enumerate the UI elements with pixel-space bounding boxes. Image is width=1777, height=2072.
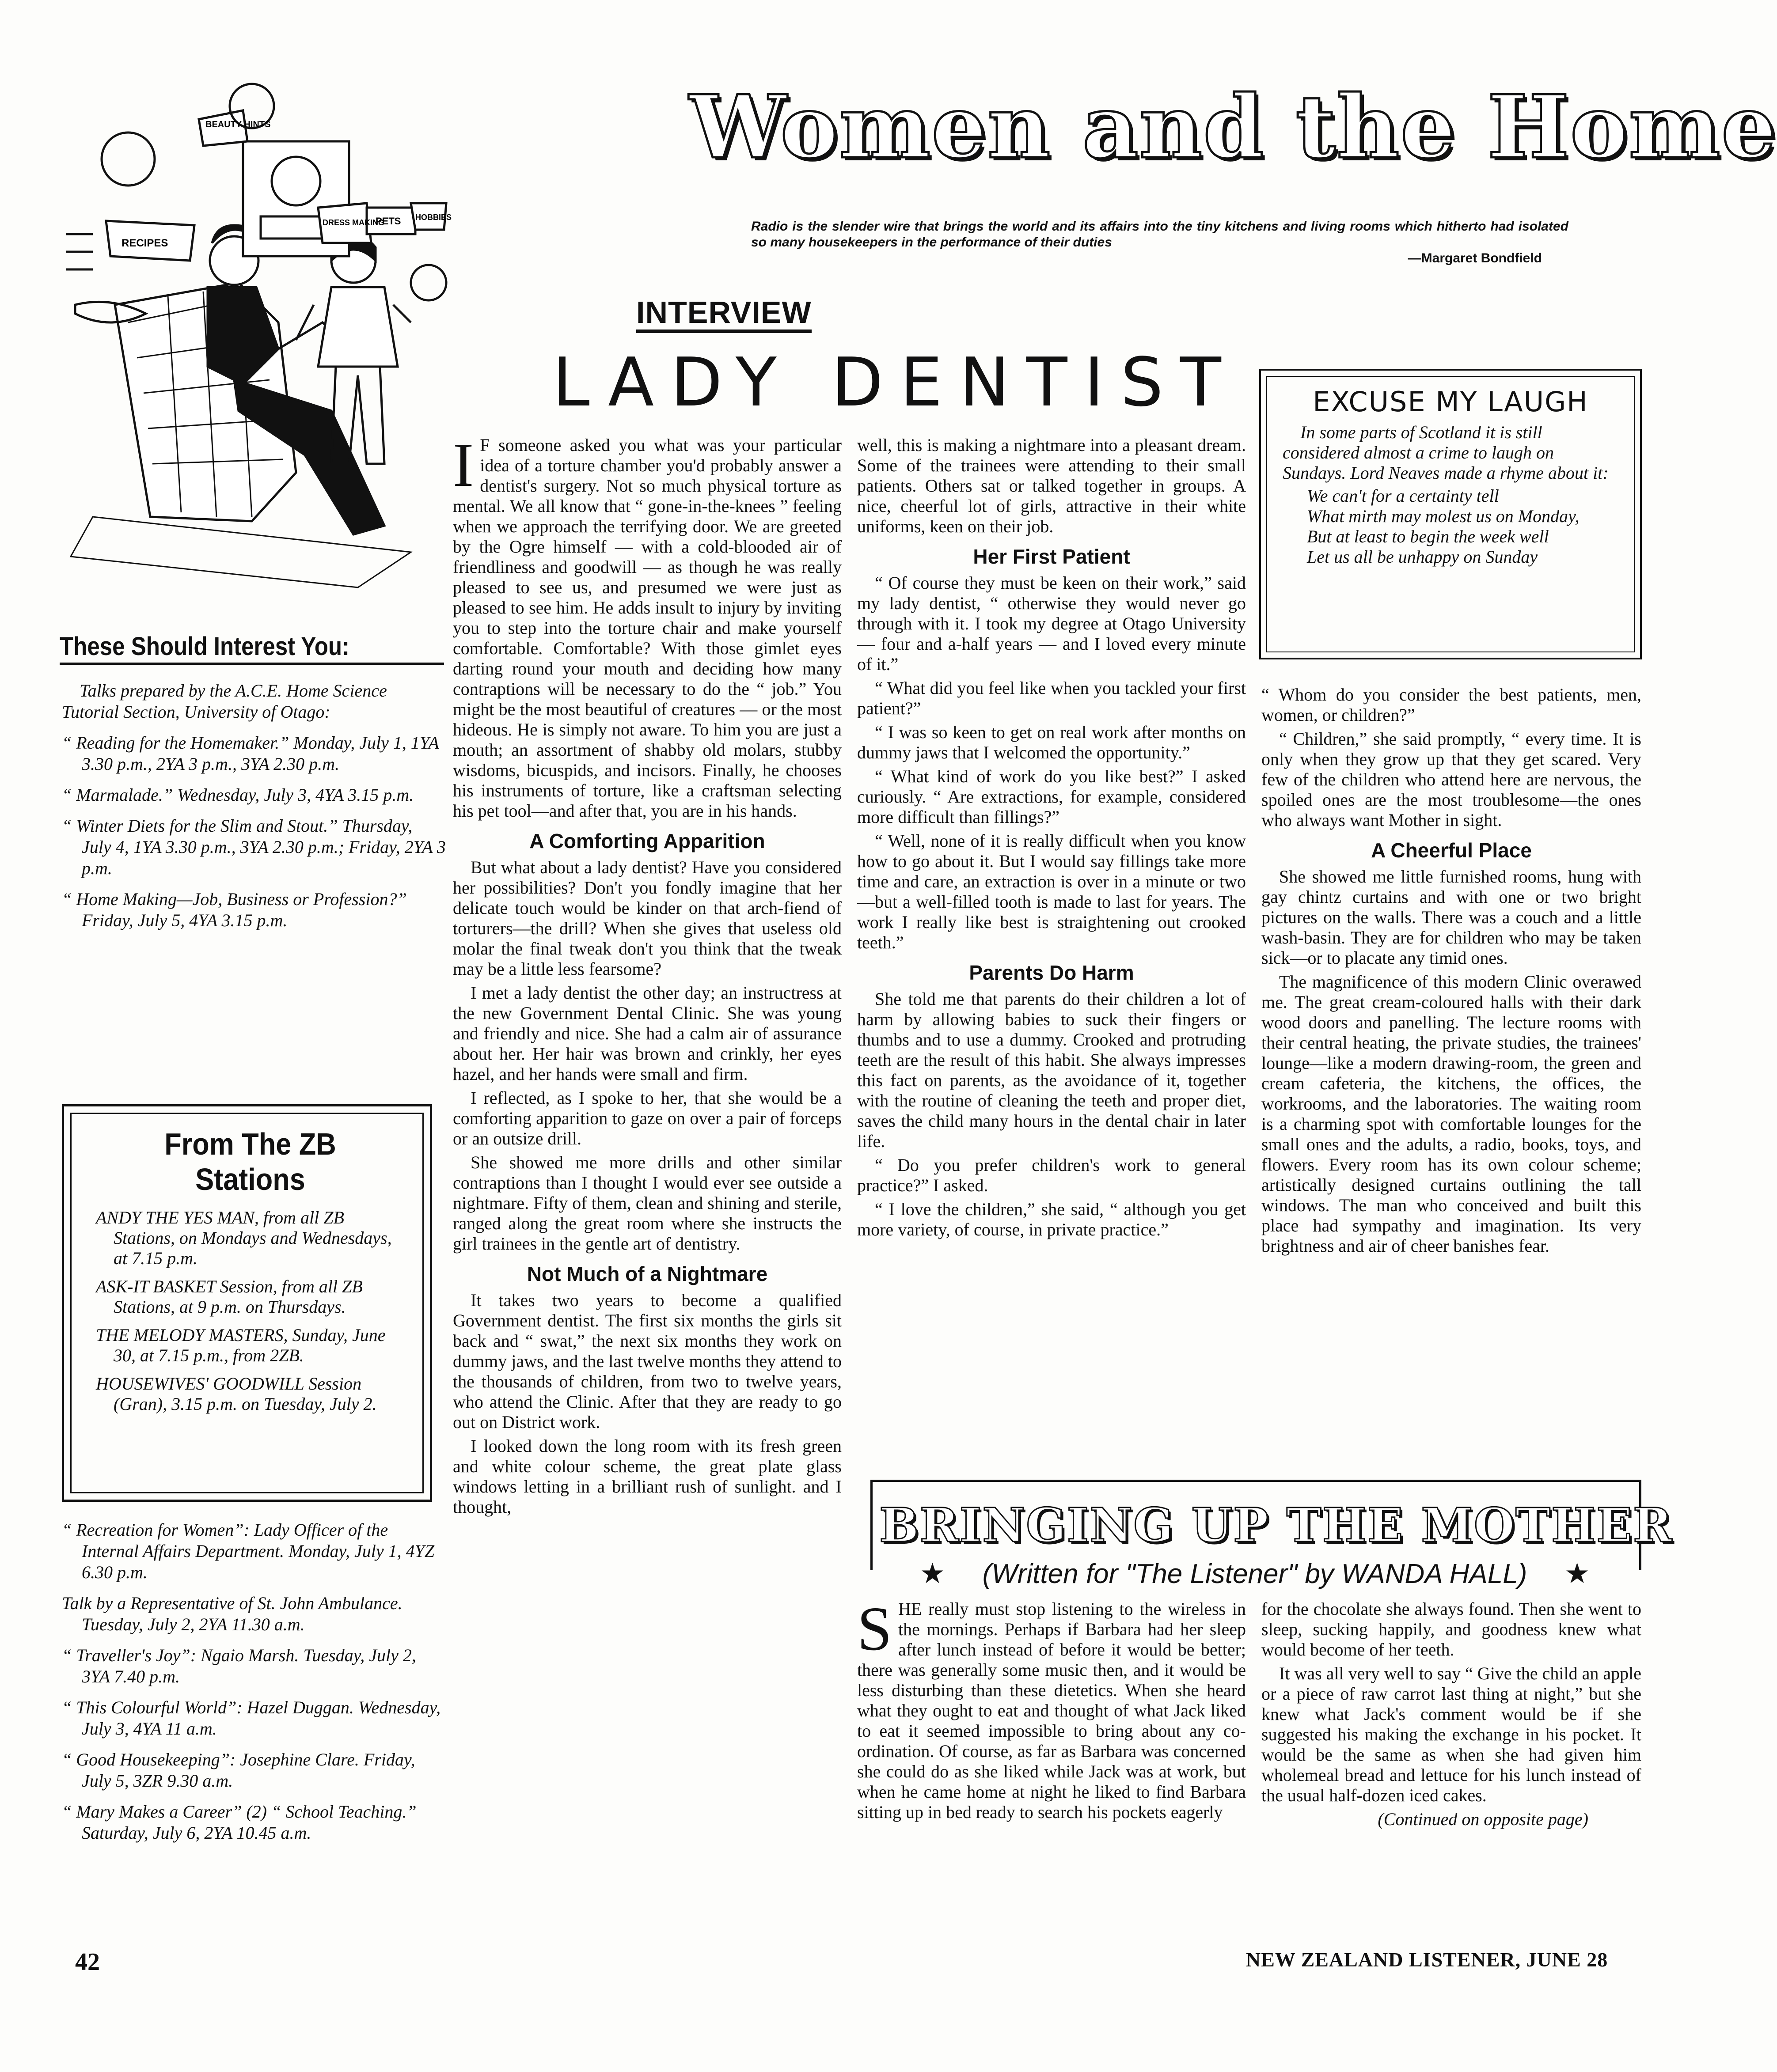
list-item: THE MELODY MASTERS, Sunday, June 30, at 7.15 p.m., from 2ZB. (96, 1325, 386, 1365)
story-dropcap: S (857, 1594, 892, 1663)
article-paragraph: well, this is making a nightmare into a pleasant dream. Some of the trainees were attending to their small patients. Others sat or talked together in groups. A nice, cheerful lot of girls, attractive in their white uniforms, keen on their job. (857, 435, 1246, 536)
subhead-comforting-apparition: A Comforting Apparition (529, 830, 765, 852)
subhead-a-cheerful-place: A Cheerful Place (1371, 839, 1532, 862)
masthead-quote (751, 219, 1568, 266)
excuse-box-verse (1283, 486, 1618, 567)
list-item: ANDY THE YES MAN, from all ZB Stations, on Mondays and Wednesdays, at 7.15 p.m. (96, 1208, 392, 1268)
subhead-parents-do-harm: Parents Do Harm (969, 961, 1134, 984)
list-item: “ Reading for the Homemaker.” Monday, July 1, 1YA 3.30 p.m., 2YA 3 p.m., 3YA 2.30 p.m. (62, 733, 439, 774)
article-paragraph: I looked down the long room with its fresh green and white colour scheme, the great plate glass windows letting in a brilliant rush of sunlight. and I thought, (453, 1436, 842, 1517)
list-item: “ Home Making—Job, Business or Profession?” Friday, July 5, 4YA 3.15 p.m. (62, 889, 407, 930)
list-item: ASK-IT BASKET Session, from all ZB Stations, at 9 p.m. on Thursdays. (96, 1277, 363, 1317)
excuse-box-intro: In some parts of Scotland it is still considered almost a crime to laugh on Sundays. Lord Neaves made a rhyme about it: (1283, 422, 1609, 483)
excuse-my-laugh-box (1259, 369, 1642, 659)
article-paragraph: She told me that parents do their children a lot of harm by allowing babies to suck their fingers or thumbs and to use a dummy. Crooked and protruding teeth are the result of this habit. She always impresses this fact on parents, as the avoidance of it, together with the routine of cleaning the teeth and proper diet, saves the child many hours in the dental chair in later life. (857, 989, 1246, 1151)
publication-footer: NEW ZEALAND LISTENER, JUNE 28 (1246, 1948, 1608, 1971)
article-paragraph: “ I love the children,” she said, “ although you get more variety, of course, in private practice.” (857, 1199, 1246, 1239)
story-paragraph: HE really must stop listening to the wireless in the mornings. Perhaps if Barbara had her sleep after lunch instead of before it would be better; there was generally some music then, and it would be less disturbing than these dietetics. When she heard what they ought to eat and thought of what Jack liked to eat it seemed impossible to bring about any co-ordination. Of course, as far as Barbara was concerned she could do as she liked while Jack was at work, but when he came home at night he liked to find Barbara sitting up in bed ready to search his pockets eagerly (857, 1599, 1246, 1822)
article-paragraph: “ Do you prefer children's work to general practice?” I asked. (857, 1155, 1246, 1195)
illustration-label-dressmaking: DRESS MAKING (323, 218, 385, 227)
verse-line: What mirth may molest us on Monday, (1307, 506, 1580, 526)
star-icon: ★ (1564, 1557, 1590, 1589)
illustration-label-beauty: BEAUTY HINTS (205, 120, 271, 129)
subhead-her-first-patient: Her First Patient (973, 545, 1130, 568)
article-paragraph: “ What kind of work do you like best?” I asked curiously. “ Are extractions, for example, considered more difficult than fillings?” (857, 766, 1246, 827)
article-paragraph: She showed me more drills and other similar contraptions than I thought I would ever see outside a nightmare. Fifty of them, clean and shining and sterile, ranged along the great room where she instructs the girl trainees in the gentle art of dentistry. (453, 1152, 842, 1254)
interest-intro: Talks prepared by the A.C.E. Home Science Tutorial Section, University of Otago: (62, 681, 387, 722)
list-item: “ Winter Diets for the Slim and Stout.” Thursday, July 4, 1YA 3.30 p.m., 3YA 2.30 p.m.; Friday, 2YA 3 p.m. (62, 816, 446, 878)
article-dropcap: I (453, 430, 474, 500)
story-title: BRINGING UP THE MOTHER (879, 1497, 1673, 1553)
illustration-label-recipes: RECIPES (122, 237, 168, 249)
section-masthead-title: Women and the Home (689, 76, 1777, 178)
article-paragraph: “ What did you feel like when you tackled your first patient?” (857, 678, 1246, 718)
article-paragraph: I reflected, as I spoke to her, that she would be a comforting apparition to gaze on over a pair of forceps or an outsize drill. (453, 1088, 842, 1148)
zb-stations-box (62, 1104, 432, 1502)
article-paragraph: It takes two years to become a qualified Government dentist. The first six months the girls sit back and “ swat,” the next six months they work on dummy jaws, and the last twelve months they attend to the thousands of children, from two to twelve years, who attend the Clinic. After that they are ready to go out on District work. (453, 1290, 842, 1432)
list-item: “ Good Housekeeping”: Josephine Clare. Friday, July 5, 3ZR 9.30 a.m. (62, 1750, 415, 1791)
verse-line: We can't for a certainty tell (1307, 486, 1499, 506)
story-paragraph: for the chocolate she always found. Then she went to sleep, sucking happily, and goodness knew what would become of her teeth. (1261, 1599, 1641, 1659)
list-item: “ This Colourful World”: Hazel Duggan. Wednesday, July 3, 4YA 11 a.m. (62, 1697, 441, 1739)
article-paragraph: F someone asked you what was your particular idea of a torture chamber you'd probably answer a dentist's surgery. Not so much physical torture as mental. We all know that “ gone-in-the-knees ” feeling when we approach the terrifying door. We are greeted by the Ogre himself — with a cold-blooded air of friendliness and goodwill — as though he was really pleased to see us, and presumed we were just as pleased to see him. He adds insult to injury by inviting you to step into the torture chair and make yourself comfortable. Comfortable? With those gimlet eyes darting round your mouth and deciding how many contraptions will be necessary to do the “ job.” You might be the most beautiful of creatures — or the most hideous. He is simply not aware. To him you are just a mouth; an assortment of shabby old molars, stubby wisdoms, bicuspids, and incisors. Finally, he chooses his instruments of torture, like a craftsman selecting his pet tool—and after that, you are in his hands. (453, 435, 842, 821)
story-column-2 (1261, 1599, 1641, 1833)
verse-line: Let us all be unhappy on Sunday (1307, 547, 1538, 567)
verse-line: But at least to begin the week well (1307, 527, 1549, 546)
article-paragraph: “ Well, none of it is really difficult when you know how to go about it. But I would say fillings take more time and care, an extraction is over in a minute or two—but a well-filled tooth is made to last for years. The work I really like best is straightening out crooked teeth.” (857, 831, 1246, 952)
page-number: 42 (75, 1948, 100, 1976)
interview-kicker: INTERVIEW (636, 297, 812, 333)
quote-attribution: —Margaret Bondfield (1408, 251, 1542, 265)
subhead-not-much-of-a-nightmare: Not Much of a Nightmare (527, 1262, 768, 1285)
interest-list-continued (62, 1519, 446, 1853)
article-column-1 (453, 430, 842, 1521)
story-column-1 (857, 1594, 1246, 1826)
list-item: “ Recreation for Women”: Lady Officer of the Internal Affairs Department. Monday, July 1, 4YZ 6.30 p.m. (62, 1520, 435, 1582)
article-paragraph: The magnificence of this modern Clinic overawed me. The great cream-coloured halls with their dark wood doors and panelling. The lecture rooms with their central heating, the private studies, the trainees' lounge—like a modern drawing-room, the green and cream cafeteria, the kitchens, the offices, the workrooms, and the laboratories. The waiting room is a charming spot with comfortable lounges for the small ones and the adults, a radio, books, toys, and flowers. Every room has its own colour scheme; artistically designed curtains outlining the tall windows. The man who conceived and built this place had sympathy and imagination. Its very brightness and air of cheer banishes fear. (1261, 972, 1641, 1256)
article-column-3 (1261, 685, 1641, 1260)
article-paragraph: She showed me little furnished rooms, hung with gay chintz curtains and with one or two bright pictures on the walls. There was a couch and a little wash-basin. They are for children who may be taken sick—or to placate any timid ones. (1261, 867, 1641, 968)
article-paragraph: “ Whom do you consider the best patients, men, women, or children?” (1261, 685, 1641, 725)
continued-note: (Continued on opposite page) (1378, 1809, 1588, 1829)
article-headline: LADY DENTIST (552, 343, 1238, 421)
list-item: “ Traveller's Joy”: Ngaio Marsh. Tuesday, July 2, 3YA 7.40 p.m. (62, 1645, 416, 1686)
illustration-label-pets: PETS (376, 216, 401, 227)
illustration-label-hobbies: HOBBIES (415, 213, 452, 222)
zb-box-title: From The ZB Stations (164, 1127, 336, 1197)
interest-heading: These Should Interest You: (60, 632, 350, 661)
excuse-box-title: EXCUSE MY LAUGH (1313, 386, 1588, 418)
women-radio-illustration (49, 75, 452, 587)
article-paragraph: But what about a lady dentist? Have you considered her possibilities? Don't you fondly imagine that her delicate touch would be kinder on that arch-fiend of torturers—the drill? When she gives that useless old molar the final tweak don't you think that the tweak may be a little less fearsome? (453, 857, 842, 979)
article-paragraph: “ Children,” she said promptly, “ every time. It is only when they grow up that they get scared. Very few of the children who attend here are nervous, the spoiled ones are the most troublesome—the ones who always want Mother in sight. (1261, 729, 1641, 830)
star-icon: ★ (919, 1557, 945, 1589)
interest-heading-rule (60, 663, 444, 665)
quote-text: Radio is the slender wire that brings the world and its affairs into the tiny kitchens and living rooms which hitherto had isolated so many housekeepers in the performance of their duties (751, 219, 1568, 250)
list-item: HOUSEWIVES' GOODWILL Session (Gran), 3.15 p.m. on Tuesday, July 2. (96, 1374, 377, 1414)
article-paragraph: I met a lady dentist the other day; an instructress at the new Government Dental Clinic. She was young and friendly and nice. She had a calm air of assurance about her. Her hair was brown and crinkly, her eyes hazel, and her hands were small and firm. (453, 983, 842, 1084)
interest-list (62, 680, 446, 941)
article-column-2 (857, 435, 1246, 1243)
story-byline-row (862, 1559, 1648, 1588)
story-byline: (Written for "The Listener" by WANDA HALL) (982, 1559, 1527, 1589)
article-paragraph: “ I was so keen to get on real work after months on dummy jaws that I welcomed the opportunity.” (857, 722, 1246, 762)
article-paragraph: “ Of course they must be keen on their work,” said my lady dentist, “ otherwise they would never go through with it. I took my degree at Otago University— four and a-half years — and I loved every minute of it.” (857, 573, 1246, 674)
list-item: “ Marmalade.” Wednesday, July 3, 4YA 3.15 p.m. (62, 785, 414, 805)
list-item: “ Mary Makes a Career” (2) “ School Teaching.” Saturday, July 6, 2YA 10.45 a.m. (62, 1802, 417, 1843)
story-paragraph: It was all very well to say “ Give the child an apple or a piece of raw carrot last thing at night,” but she knew what Jack's comment would be if she suggested his making the exchange in his pocket. It would be the same as when she had given him wholemeal bread and lettuce for his lunch instead of the usual half-dozen iced cakes. (1261, 1663, 1641, 1805)
list-item: Talk by a Representative of St. John Ambulance. Tuesday, July 2, 2YA 11.30 a.m. (62, 1593, 402, 1634)
